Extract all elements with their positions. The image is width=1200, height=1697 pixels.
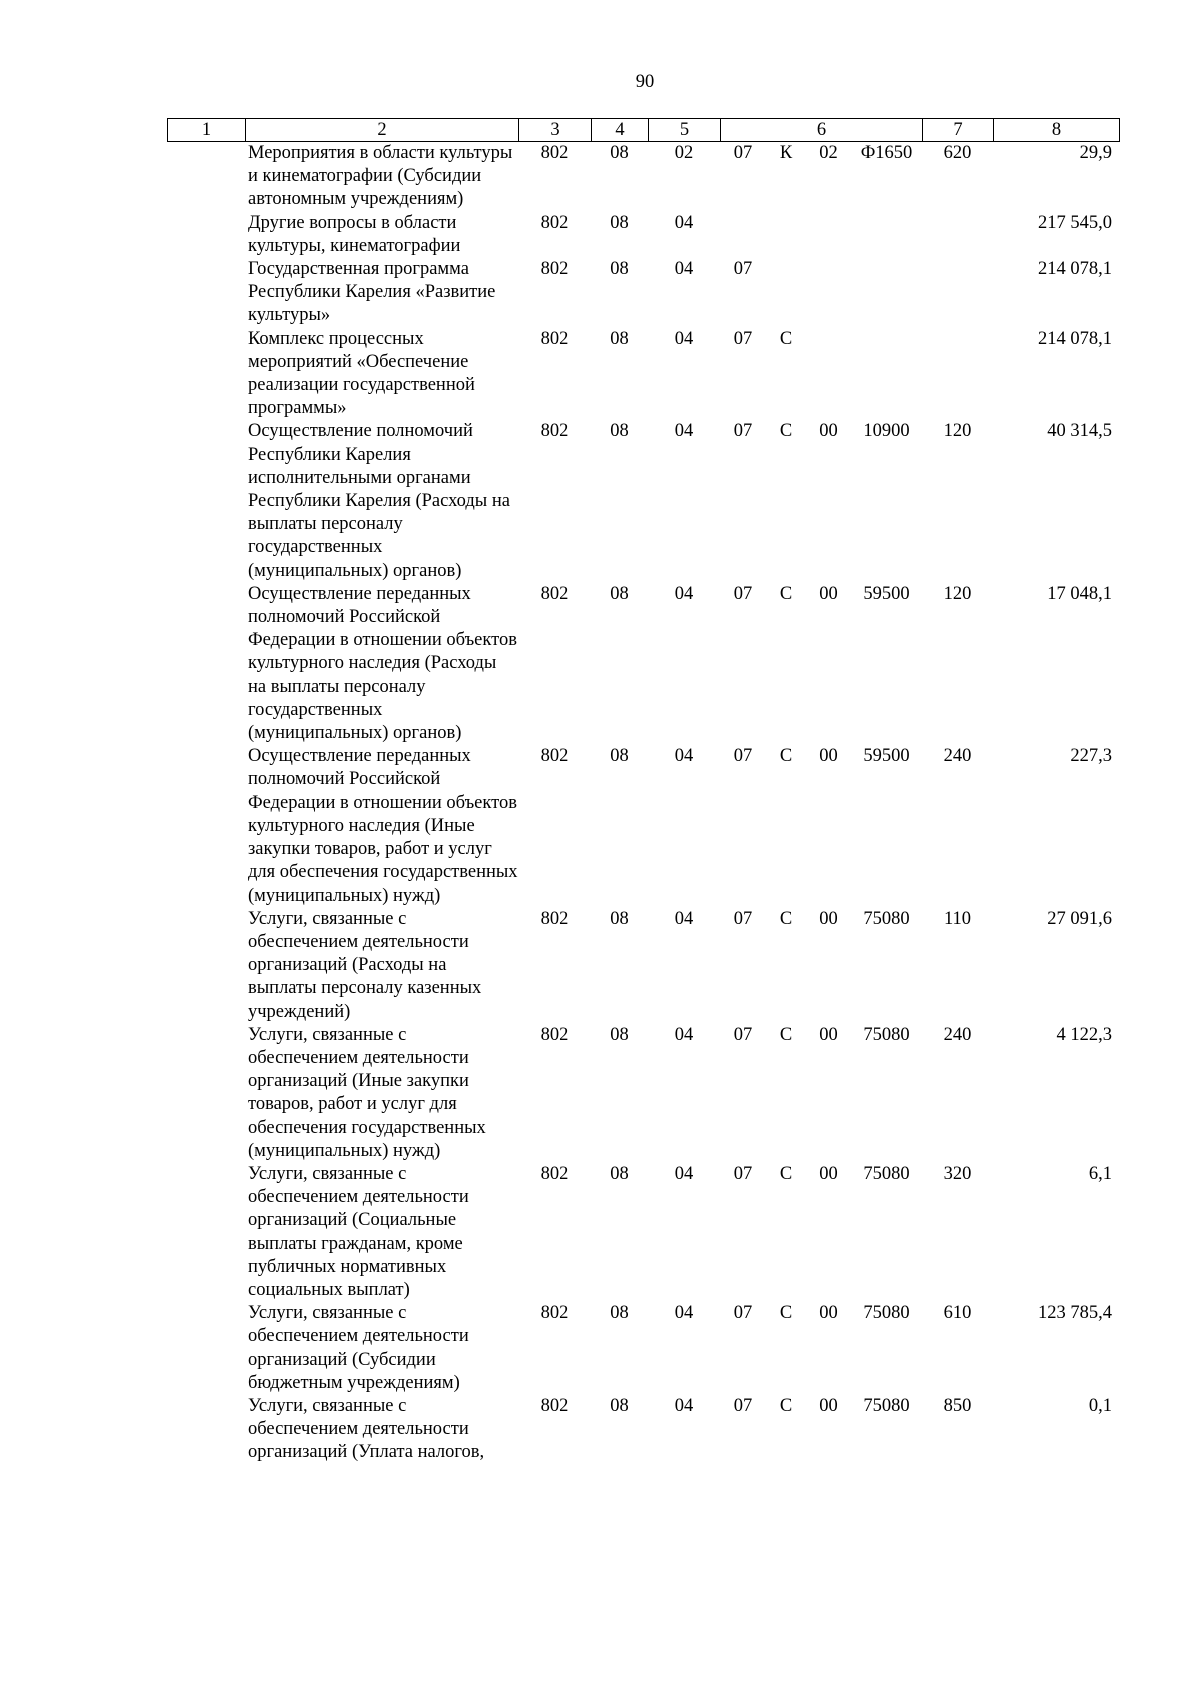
cell-subsection: 08 xyxy=(610,259,629,280)
cell-subsection: 08 xyxy=(610,143,629,163)
cell-description: Услуги, связанные с обеспечением деятельности организаций (Расходы на выплаты персоналу казенных учреждений) xyxy=(248,908,482,1022)
cell-expense-type: 120 xyxy=(943,583,972,604)
cell-subprogram: К xyxy=(779,143,793,163)
cell-item: 04 xyxy=(674,1303,694,1324)
table-row xyxy=(167,420,1120,582)
cell-item: 04 xyxy=(674,1024,694,1045)
table-row xyxy=(167,212,1120,258)
header-col-2: 2 xyxy=(245,119,518,141)
cell-subprogram: С xyxy=(779,328,793,349)
cell-item: 04 xyxy=(674,212,694,233)
cell-description: Осуществление переданных полномочий Российской Федерации в отношении объектов культурного наследия (Расходы на выплаты персоналу государственных (муниципальных) органов) xyxy=(248,583,517,744)
cell-subsection: 08 xyxy=(610,1163,629,1184)
cell-subprogram: С xyxy=(779,583,793,604)
cell-event: 00 xyxy=(819,583,838,604)
cell-item: 04 xyxy=(674,259,694,280)
cell-subprogram: С xyxy=(779,421,793,442)
cell-direction: 59500 xyxy=(863,746,910,767)
cell-subsection: 08 xyxy=(610,908,629,929)
cell-event: 00 xyxy=(819,1303,838,1324)
cell-direction: 75080 xyxy=(863,1303,910,1324)
table-row xyxy=(167,1395,1120,1465)
cell-item: 04 xyxy=(674,328,694,349)
cell-item: 04 xyxy=(674,583,694,604)
cell-expense-type: 120 xyxy=(943,421,972,442)
cell-event: 00 xyxy=(819,908,838,929)
page-number: 90 xyxy=(635,72,655,92)
cell-expense-type: 240 xyxy=(943,746,972,767)
cell-description: Государственная программа Республики Карелия «Развитие культуры» xyxy=(248,259,496,326)
table-row xyxy=(167,745,1120,907)
cell-subsection: 08 xyxy=(610,421,629,442)
cell-subsection: 08 xyxy=(610,328,629,349)
cell-amount: 214 078,1 xyxy=(1038,328,1112,349)
cell-section-code: 802 xyxy=(540,1395,569,1416)
table-row xyxy=(167,328,1120,421)
cell-program: 07 xyxy=(733,1163,753,1184)
table-row xyxy=(167,142,1120,212)
header-col-6: 6 xyxy=(720,119,922,141)
cell-subsection: 08 xyxy=(610,583,629,604)
budget-table xyxy=(167,118,1120,1465)
cell-amount: 217 545,0 xyxy=(1038,212,1112,233)
cell-program: 07 xyxy=(733,143,753,163)
cell-event: 00 xyxy=(819,1163,838,1184)
cell-item: 04 xyxy=(674,908,694,929)
cell-item: 04 xyxy=(674,746,694,767)
header-col-4: 4 xyxy=(591,119,648,141)
cell-subprogram: С xyxy=(779,1163,793,1184)
cell-subsection: 08 xyxy=(610,212,629,233)
cell-subprogram: С xyxy=(779,908,793,929)
cell-subprogram: С xyxy=(779,1303,793,1324)
table-body xyxy=(167,142,1120,1465)
cell-amount: 227,3 xyxy=(1070,746,1112,767)
table-row xyxy=(167,1024,1120,1163)
cell-subsection: 08 xyxy=(610,1024,629,1045)
cell-direction: 75080 xyxy=(863,908,910,929)
table-row xyxy=(167,1302,1120,1395)
cell-expense-type: 240 xyxy=(943,1024,972,1045)
cell-program: 07 xyxy=(733,908,753,929)
cell-amount: 17 048,1 xyxy=(1047,583,1112,604)
cell-subsection: 08 xyxy=(610,746,629,767)
cell-section-code: 802 xyxy=(540,908,569,929)
table-header xyxy=(167,118,1120,142)
cell-event: 00 xyxy=(819,746,838,767)
cell-event: 00 xyxy=(819,1024,838,1045)
cell-direction: 75080 xyxy=(863,1024,910,1045)
cell-direction: 75080 xyxy=(863,1163,910,1184)
cell-description: Осуществление переданных полномочий Российской Федерации в отношении объектов культурного наследия (Иные закупки товаров, работ и услуг для обеспечения государственных (муниципальных) нужд) xyxy=(248,746,518,906)
cell-program: 07 xyxy=(733,583,753,604)
cell-item: 02 xyxy=(674,143,694,163)
cell-subsection: 08 xyxy=(610,1303,629,1324)
cell-item: 04 xyxy=(674,421,694,442)
header-col-3: 3 xyxy=(518,119,591,141)
cell-program: 07 xyxy=(733,1395,753,1416)
cell-subsection: 08 xyxy=(610,1395,629,1416)
cell-expense-type: 610 xyxy=(943,1303,972,1324)
cell-subprogram: С xyxy=(779,1395,793,1416)
cell-program: 07 xyxy=(733,421,753,442)
cell-program: 07 xyxy=(733,746,753,767)
header-col-1: 1 xyxy=(167,119,245,141)
cell-amount: 40 314,5 xyxy=(1047,421,1112,442)
cell-expense-type: 320 xyxy=(943,1163,972,1184)
header-col-7: 7 xyxy=(922,119,993,141)
cell-section-code: 802 xyxy=(540,583,569,604)
cell-description: Услуги, связанные с обеспечением деятельности организаций (Иные закупки товаров, работ и услуг для обеспечения государственных (муниципальных) нужд) xyxy=(248,1024,486,1161)
header-col-5: 5 xyxy=(648,119,720,141)
cell-event: 00 xyxy=(819,1395,838,1416)
cell-description: Мероприятия в области культуры и кинематографии (Субсидии автономным учреждениям) xyxy=(248,143,513,210)
cell-item: 04 xyxy=(674,1163,694,1184)
header-col-8: 8 xyxy=(993,119,1120,141)
cell-amount: 0,1 xyxy=(1088,1395,1112,1416)
cell-section-code: 802 xyxy=(540,143,569,163)
cell-expense-type: 110 xyxy=(943,908,972,929)
cell-description: Комплекс процессных мероприятий «Обеспечение реализации государственной программы» xyxy=(248,328,475,419)
table-row xyxy=(167,583,1120,745)
cell-description: Осуществление полномочий Республики Карелия исполнительными органами Республики Карелия (Расходы на выплаты персоналу государственных (муниципальных) органов) xyxy=(248,421,510,581)
cell-section-code: 802 xyxy=(540,328,569,349)
cell-section-code: 802 xyxy=(540,746,569,767)
cell-section-code: 802 xyxy=(540,259,569,280)
cell-section-code: 802 xyxy=(540,1303,569,1324)
cell-description: Услуги, связанные с обеспечением деятельности организаций (Субсидии бюджетным учреждениям) xyxy=(248,1303,469,1393)
cell-amount: 6,1 xyxy=(1088,1163,1112,1184)
cell-description: Другие вопросы в области культуры, кинематографии xyxy=(248,212,461,256)
cell-direction: Ф1650 xyxy=(860,143,913,163)
cell-item: 04 xyxy=(674,1395,694,1416)
cell-subprogram: С xyxy=(779,746,793,767)
cell-expense-type: 850 xyxy=(943,1395,972,1416)
table-row xyxy=(167,908,1120,1024)
cell-section-code: 802 xyxy=(540,421,569,442)
cell-description: Услуги, связанные с обеспечением деятельности организаций (Социальные выплаты гражданам, кроме публичных нормативных социальных выплат) xyxy=(248,1163,469,1300)
cell-amount: 27 091,6 xyxy=(1047,908,1112,929)
cell-section-code: 802 xyxy=(540,1163,569,1184)
cell-program: 07 xyxy=(733,1024,753,1045)
cell-program: 07 xyxy=(733,1303,753,1324)
cell-event: 00 xyxy=(819,421,838,442)
cell-amount: 4 122,3 xyxy=(1056,1024,1112,1045)
cell-program: 07 xyxy=(733,328,753,349)
cell-program: 07 xyxy=(733,259,753,280)
cell-amount: 214 078,1 xyxy=(1038,259,1112,280)
cell-amount: 123 785,4 xyxy=(1038,1303,1112,1324)
cell-amount: 29,9 xyxy=(1079,143,1112,163)
cell-subprogram: С xyxy=(779,1024,793,1045)
cell-expense-type: 620 xyxy=(943,143,972,163)
cell-direction: 10900 xyxy=(863,421,910,442)
cell-section-code: 802 xyxy=(540,1024,569,1045)
cell-direction: 59500 xyxy=(863,583,910,604)
cell-section-code: 802 xyxy=(540,212,569,233)
cell-direction: 75080 xyxy=(863,1395,910,1416)
cell-event: 02 xyxy=(819,143,838,163)
table-row xyxy=(167,258,1120,328)
table-row xyxy=(167,1163,1120,1302)
cell-description: Услуги, связанные с обеспечением деятельности организаций (Уплата налогов, xyxy=(248,1395,485,1463)
